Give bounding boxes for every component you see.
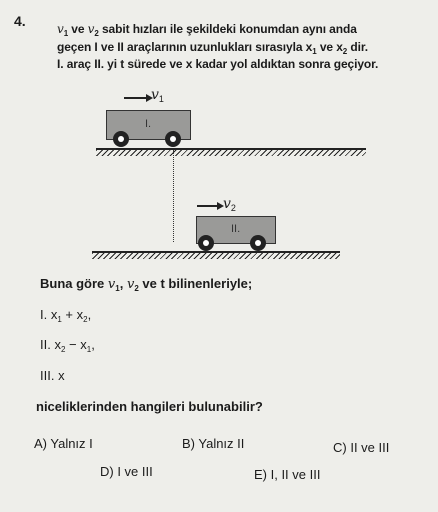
- option-a[interactable]: A) Yalnız I: [34, 436, 93, 451]
- car-1-front-wheel-icon: [165, 131, 181, 147]
- statement-3-var-a: x: [58, 368, 65, 383]
- statement-1-sub-b: 2: [83, 315, 88, 324]
- prompt-post: ve t bilinenleriyle;: [142, 276, 253, 291]
- v1-figure-symbol: v: [151, 87, 159, 103]
- and-word: ve: [71, 22, 85, 36]
- statement-3: [40, 368, 65, 383]
- v1-subscript: 1: [63, 29, 69, 38]
- question-line-2: [57, 40, 368, 54]
- alignment-dotted-line: [173, 150, 174, 242]
- v1-symbol: v: [57, 22, 64, 36]
- statement-1-var-a: x: [50, 307, 58, 322]
- car-2-label: II.: [231, 223, 241, 235]
- v2-arrow-icon: [197, 205, 219, 207]
- statement-2-end: ,: [91, 337, 95, 352]
- v2-symbol: v: [87, 22, 95, 36]
- v1-figure-label: [151, 86, 164, 103]
- x2-subscript: 2: [342, 47, 348, 56]
- prompt-v2: v: [126, 277, 135, 292]
- statement-3-roman: III.: [40, 368, 55, 383]
- line-2-pre: geçen I ve II araçlarının uzunlukları sırasıyla x: [57, 40, 313, 54]
- prompt-v1-sub: 1: [115, 284, 120, 293]
- statement-2: [40, 337, 95, 352]
- statement-2-roman: II.: [40, 337, 51, 352]
- car-2-front-wheel-icon: [250, 235, 266, 251]
- statement-1-end: ,: [87, 307, 92, 322]
- option-b[interactable]: B) Yalnız II: [182, 436, 245, 451]
- car-1-label: I.: [145, 118, 152, 130]
- statement-2-sub-a: 2: [60, 345, 66, 354]
- statement-2-var-a: x: [54, 337, 61, 352]
- x1-subscript: 1: [312, 47, 317, 56]
- statement-1: [40, 307, 91, 322]
- option-c[interactable]: C) II ve III: [333, 440, 390, 455]
- prompt-v2-sub: 2: [134, 284, 139, 293]
- statement-2-sub-b: 1: [86, 345, 92, 354]
- car-1-rear-wheel-icon: [113, 131, 129, 147]
- statement-2-op: − x: [65, 337, 87, 352]
- prompt-pre: Buna göre: [40, 276, 105, 291]
- v2-figure-subscript: 2: [230, 203, 236, 213]
- v1-figure-subscript: 1: [158, 94, 164, 104]
- v2-subscript: 2: [94, 29, 99, 38]
- prompt-v1: v: [107, 277, 116, 292]
- question-ask: niceliklerinden hangileri bulunabilir?: [36, 399, 263, 414]
- option-d[interactable]: D) I ve III: [100, 464, 153, 479]
- question-line-3: I. araç II. yi t sürede ve x kadar yol aldıktan sonra geçiyor.: [57, 57, 379, 71]
- v2-figure-label: [223, 195, 236, 212]
- line-1-text: sabit hızları ile şekildeki konumdan aynı anda: [101, 22, 357, 36]
- v2-figure-symbol: v: [223, 196, 231, 212]
- line-2-mid: ve x: [319, 40, 343, 54]
- ground-hatch-1: [96, 150, 366, 156]
- statement-1-op: + x: [61, 307, 84, 322]
- ground-hatch-2: [92, 253, 340, 259]
- statement-1-roman: I.: [40, 307, 48, 322]
- question-line-1: [57, 22, 357, 36]
- option-e[interactable]: E) I, II ve III: [254, 467, 321, 482]
- statement-1-sub-a: 1: [57, 315, 62, 324]
- car-2-rear-wheel-icon: [198, 235, 214, 251]
- question-number: 4.: [14, 13, 26, 29]
- prompt-line: Buna göre $v_1$, $v_2$ ve t bilinenleriyle;: [40, 276, 253, 293]
- v1-arrow-icon: [124, 97, 148, 99]
- line-2-post: dir.: [350, 40, 368, 54]
